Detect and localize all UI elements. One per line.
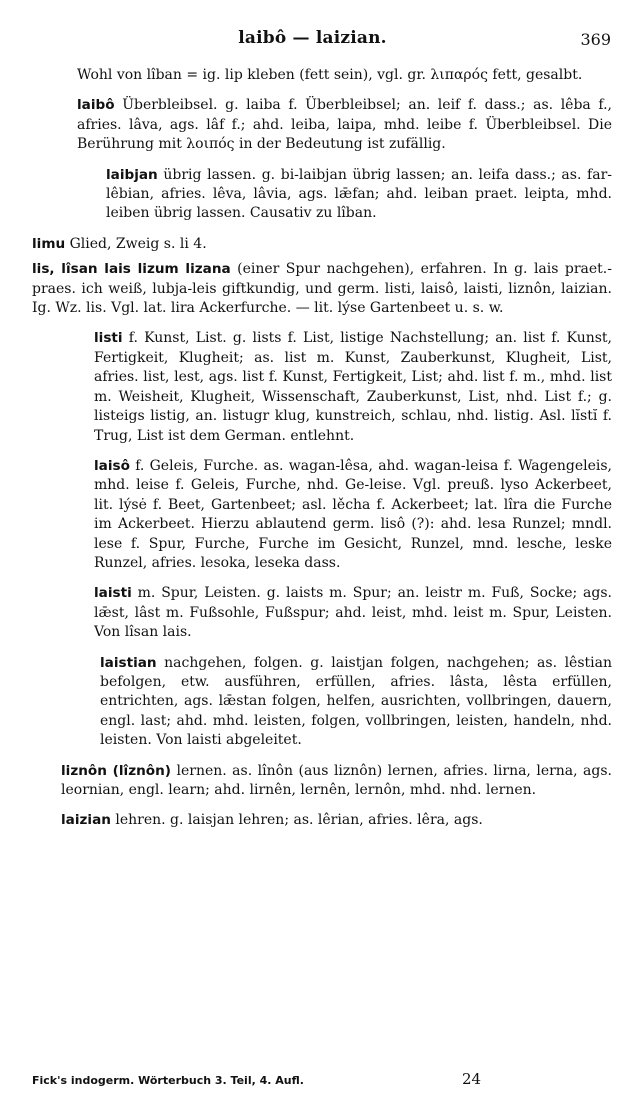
headword: laizian [61,812,111,829]
running-header [0,28,625,56]
entry-laiso [32,457,612,573]
entry-text: f. Geleis, Furche. as. wagan-lêsa, ahd. wagan-leisa f. Wagengeleis, mhd. leise f. Geleis, Furche, nhd. Ge-leise. Vgl. preuß. lyso Ackerbeet, lit. lýsė f. Beet, Gartenbeet; asl. lěcha f. Ackerbeet; lat. lîra die Furche im Ackerbeet. Hierzu ablautend germ. lisô (?): ahd. lesa Runzel; mndl. lese f. Spur, Furche, Furche im Gesicht, Runzel, mnd. lesche, leske Runzel, afries. lesoka, leseka dass. [94,457,612,571]
entry-text: übrig lassen. g. bi-laibjan übrig lassen; an. leifa dass.; as. far-lêbian, afries. lêva, lâvia, ags. lǣfan; ahd. leiban praet. leipta, mhd. leiben übrig lassen. Causativ zu lîban. [106,166,612,222]
entry-text: lehren. g. laisjan lehren; as. lêrian, afries. lêra, ags. [110,812,483,829]
footer-citation: Fick's indogerm. Wörterbuch 3. Teil, 4. Aufl. [32,1074,304,1087]
headword: laibjan [106,166,158,183]
entry-liznon [32,762,612,801]
entry-laibo [32,96,612,154]
headword: laistian [100,654,157,671]
entry-lis [32,260,612,318]
entry-text: Wohl von lîban = ig. lip kleben (fett sein), vgl. gr. λιπαρός fett, gesalbt. [77,67,583,83]
headword: limu [32,235,66,252]
header-title: laibô — laizian. [238,28,387,48]
entry-text: f. Kunst, List. g. lists f. List, listige Nachstellung; an. list f. Kunst, Fertigkeit, Klugheit; as. list m. Kunst, Zauberkunst, Klugheit, List, afries. list, lest, ags. list f. Kunst, Fertigkeit, List; ahd. list f. m., mhd. list m. Weisheit, Klugheit, Wissenschaft, Zauberkunst, List, nhd. List f.; g. listeigs listig, an. listugr klug, kunstreich, schlau, nhd. listig. Asl. lĭstĭ f. Trug, List ist dem German. entlehnt. [94,330,612,444]
entry-text: Glied, Zweig s. li 4. [65,235,207,252]
signature-mark: 24 [462,1070,482,1088]
entry-listi [32,329,612,445]
page-body [32,66,612,842]
headword: laisti [94,585,132,602]
entry-laizian [32,811,612,830]
entry-text: m. Spur, Leisten. g. laists m. Spur; an. leistr m. Fuß, Socke; ags. lǣst, lâst m. Fußsohle, Fußspur; ahd. leist, mhd. leist m. Spur, Leisten. Von lîsan lais. [94,585,612,641]
entry-laistian [32,654,612,751]
headword: liznôn (lîznôn) [61,762,172,779]
headword: laibô [77,97,115,114]
entry-limu [32,235,612,254]
entry-wohl [32,66,612,85]
page-number: 369 [580,30,611,49]
entry-laibjan [32,166,612,224]
page-footer [32,1070,612,1092]
headword: listi [94,330,123,347]
entry-laisti [32,584,612,642]
entry-text: Überbleibsel. g. laiba f. Überbleibsel; an. leif f. dass.; as. lêba f., afries. lâva, ags. lâf f.; ahd. leiba, laipa, mhd. leibe f. Überbleibsel. Die Berührung mit λοιπός in der Bedeutung ist zufällig. [77,97,612,153]
headword: laisô [94,457,130,474]
headword: lis, lîsan lais lizum lizana [32,261,231,278]
entry-text: (einer Spur nachgehen), erfahren. In g. lais praet.-praes. ich weiß, lubja-leis giftkundig, und germ. listi, laisô, laisti, liznôn, laizian. Ig. Wz. lis. Vgl. lat. lira Ackerfurche. — lit. lýse Gartenbeet u. s. w. [32,261,612,317]
entry-text: nachgehen, folgen. g. laistjan folgen, nachgehen; as. lêstian befolgen, etw. ausführen, erfüllen, afries. lâsta, lêsta erfüllen, entrichten, ags. lǣstan folgen, helfen, ausrichten, vollbringen, dauern, engl. last; ahd. mhd. leisten, folgen, vollbringen, leisten, handeln, nhd. leisten. Von laisti abgeleitet. [100,654,612,749]
entry-text: lernen. as. lînôn (aus liznôn) lernen, afries. lirna, lerna, ags. leornian, engl. learn; ahd. lirnên, lernên, lernôn, mhd. nhd. lernen. [61,762,613,798]
